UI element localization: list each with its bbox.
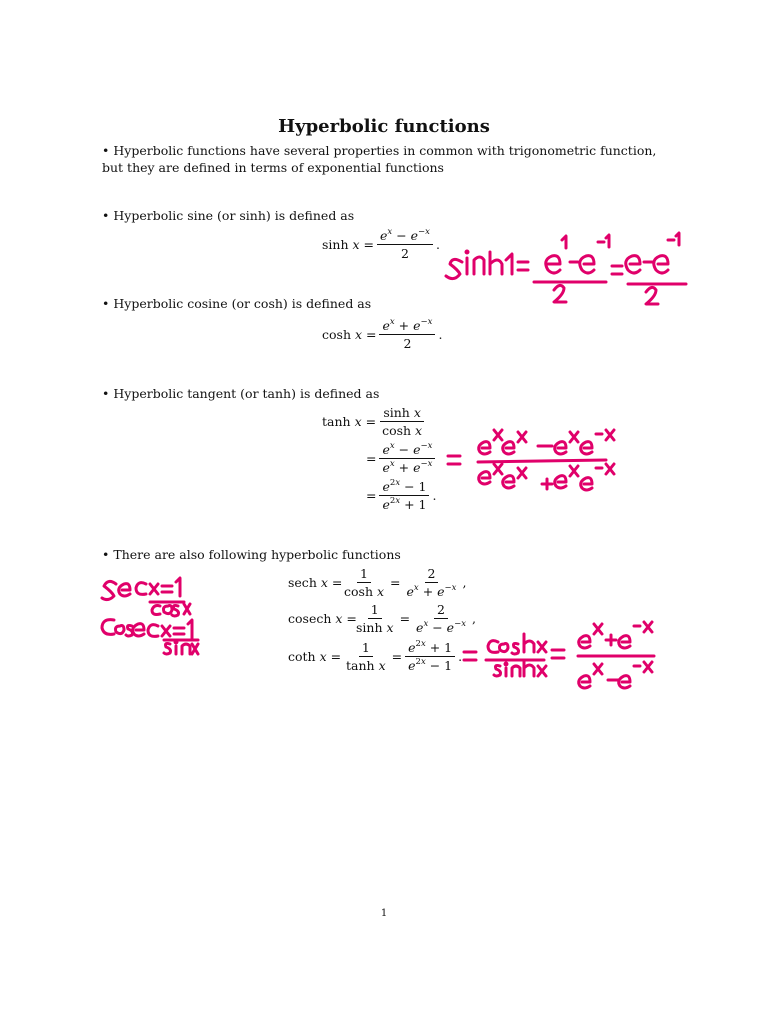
- bullet: •: [102, 208, 110, 223]
- sinh-tail: .: [435, 237, 440, 252]
- handwritten-tanh-note: [448, 430, 614, 490]
- equals-sign: =: [399, 611, 411, 626]
- coth-fraction-2: $\frac{e^{2x} + 1}{e^{2x} - 1}$: [405, 640, 455, 673]
- sech-tail: ,: [462, 575, 467, 590]
- others-text: There are also following hyperbolic functions: [113, 547, 401, 562]
- cosech-lhs: cosech x =: [288, 611, 357, 626]
- cosh-text: Hyperbolic cosine (or cosh) is defined as: [113, 296, 372, 311]
- numerator: 2: [425, 566, 439, 583]
- cosh-lhs: cosh x =: [322, 327, 377, 342]
- sinh-text: Hyperbolic sine (or sinh) is defined as: [113, 208, 355, 223]
- numerator: 1: [359, 640, 373, 657]
- cosh-fraction: $\frac{e^x + e^{-x}}{2}$: [379, 318, 435, 351]
- handwritten-coth-note: [464, 622, 654, 688]
- equals-sign: =: [366, 451, 377, 466]
- equals-sign: =: [391, 649, 403, 664]
- tanh-text: Hyperbolic tangent (or tanh) is defined as: [113, 386, 380, 401]
- page-title: Hyperbolic functions: [278, 116, 490, 137]
- sech-fraction-2: $\frac{2}{e^x + e^{-x}}$: [406, 566, 457, 599]
- intro-text: Hyperbolic functions have several properties in common with trigonometric function, but they are defined in terms of exponential functions: [102, 143, 657, 175]
- cosh-tail: .: [438, 327, 443, 342]
- bullet: •: [102, 143, 110, 158]
- cosech-fraction-2: $\frac{2}{e^x - e^{-x}}$: [416, 602, 466, 635]
- sech-fraction-1: $\frac{1}{\text{cosh x}}$: [344, 566, 385, 599]
- equals-sign: =: [366, 488, 377, 503]
- bullet: •: [102, 296, 110, 311]
- handwritten-sinh-note: [446, 233, 686, 304]
- bullet: •: [102, 386, 110, 401]
- cosech-fraction-1: $\frac{1}{\text{sinh x}}$: [356, 602, 394, 635]
- handwritten-cosec-note: [102, 620, 198, 654]
- tanh-tail: .: [432, 488, 437, 503]
- handwritten-sec-note: [102, 578, 190, 616]
- bullet: •: [102, 547, 110, 562]
- tanh-fraction-2: $\frac{e^x - e^{-x}}{e^x + e^{-x}}$: [379, 442, 435, 475]
- coth-fraction-1: $\frac{1}{\text{tanh x}}$: [346, 640, 386, 673]
- sinh-fraction: $\frac{e^x - e^{-x}}{2}$: [377, 228, 433, 261]
- numerator: 1: [368, 602, 382, 619]
- sinh-lhs: sinh x =: [322, 237, 375, 252]
- numerator: 2: [434, 602, 448, 619]
- coth-lhs: coth x =: [288, 649, 342, 664]
- page-number: 1: [380, 908, 388, 919]
- cosech-tail: ,: [472, 611, 476, 626]
- tanh-lhs: tanh x =: [322, 414, 377, 429]
- equals-sign: =: [390, 575, 401, 590]
- tanh-fraction-1: $\frac{\text{sinh x}}{\text{cosh x}}$: [382, 405, 423, 438]
- tanh-fraction-3: $\frac{e^{2x} - 1}{e^{2x} + 1}$: [379, 479, 429, 512]
- coth-tail: .: [458, 649, 463, 664]
- sech-lhs: sech x =: [288, 575, 343, 590]
- numerator: 1: [357, 566, 371, 583]
